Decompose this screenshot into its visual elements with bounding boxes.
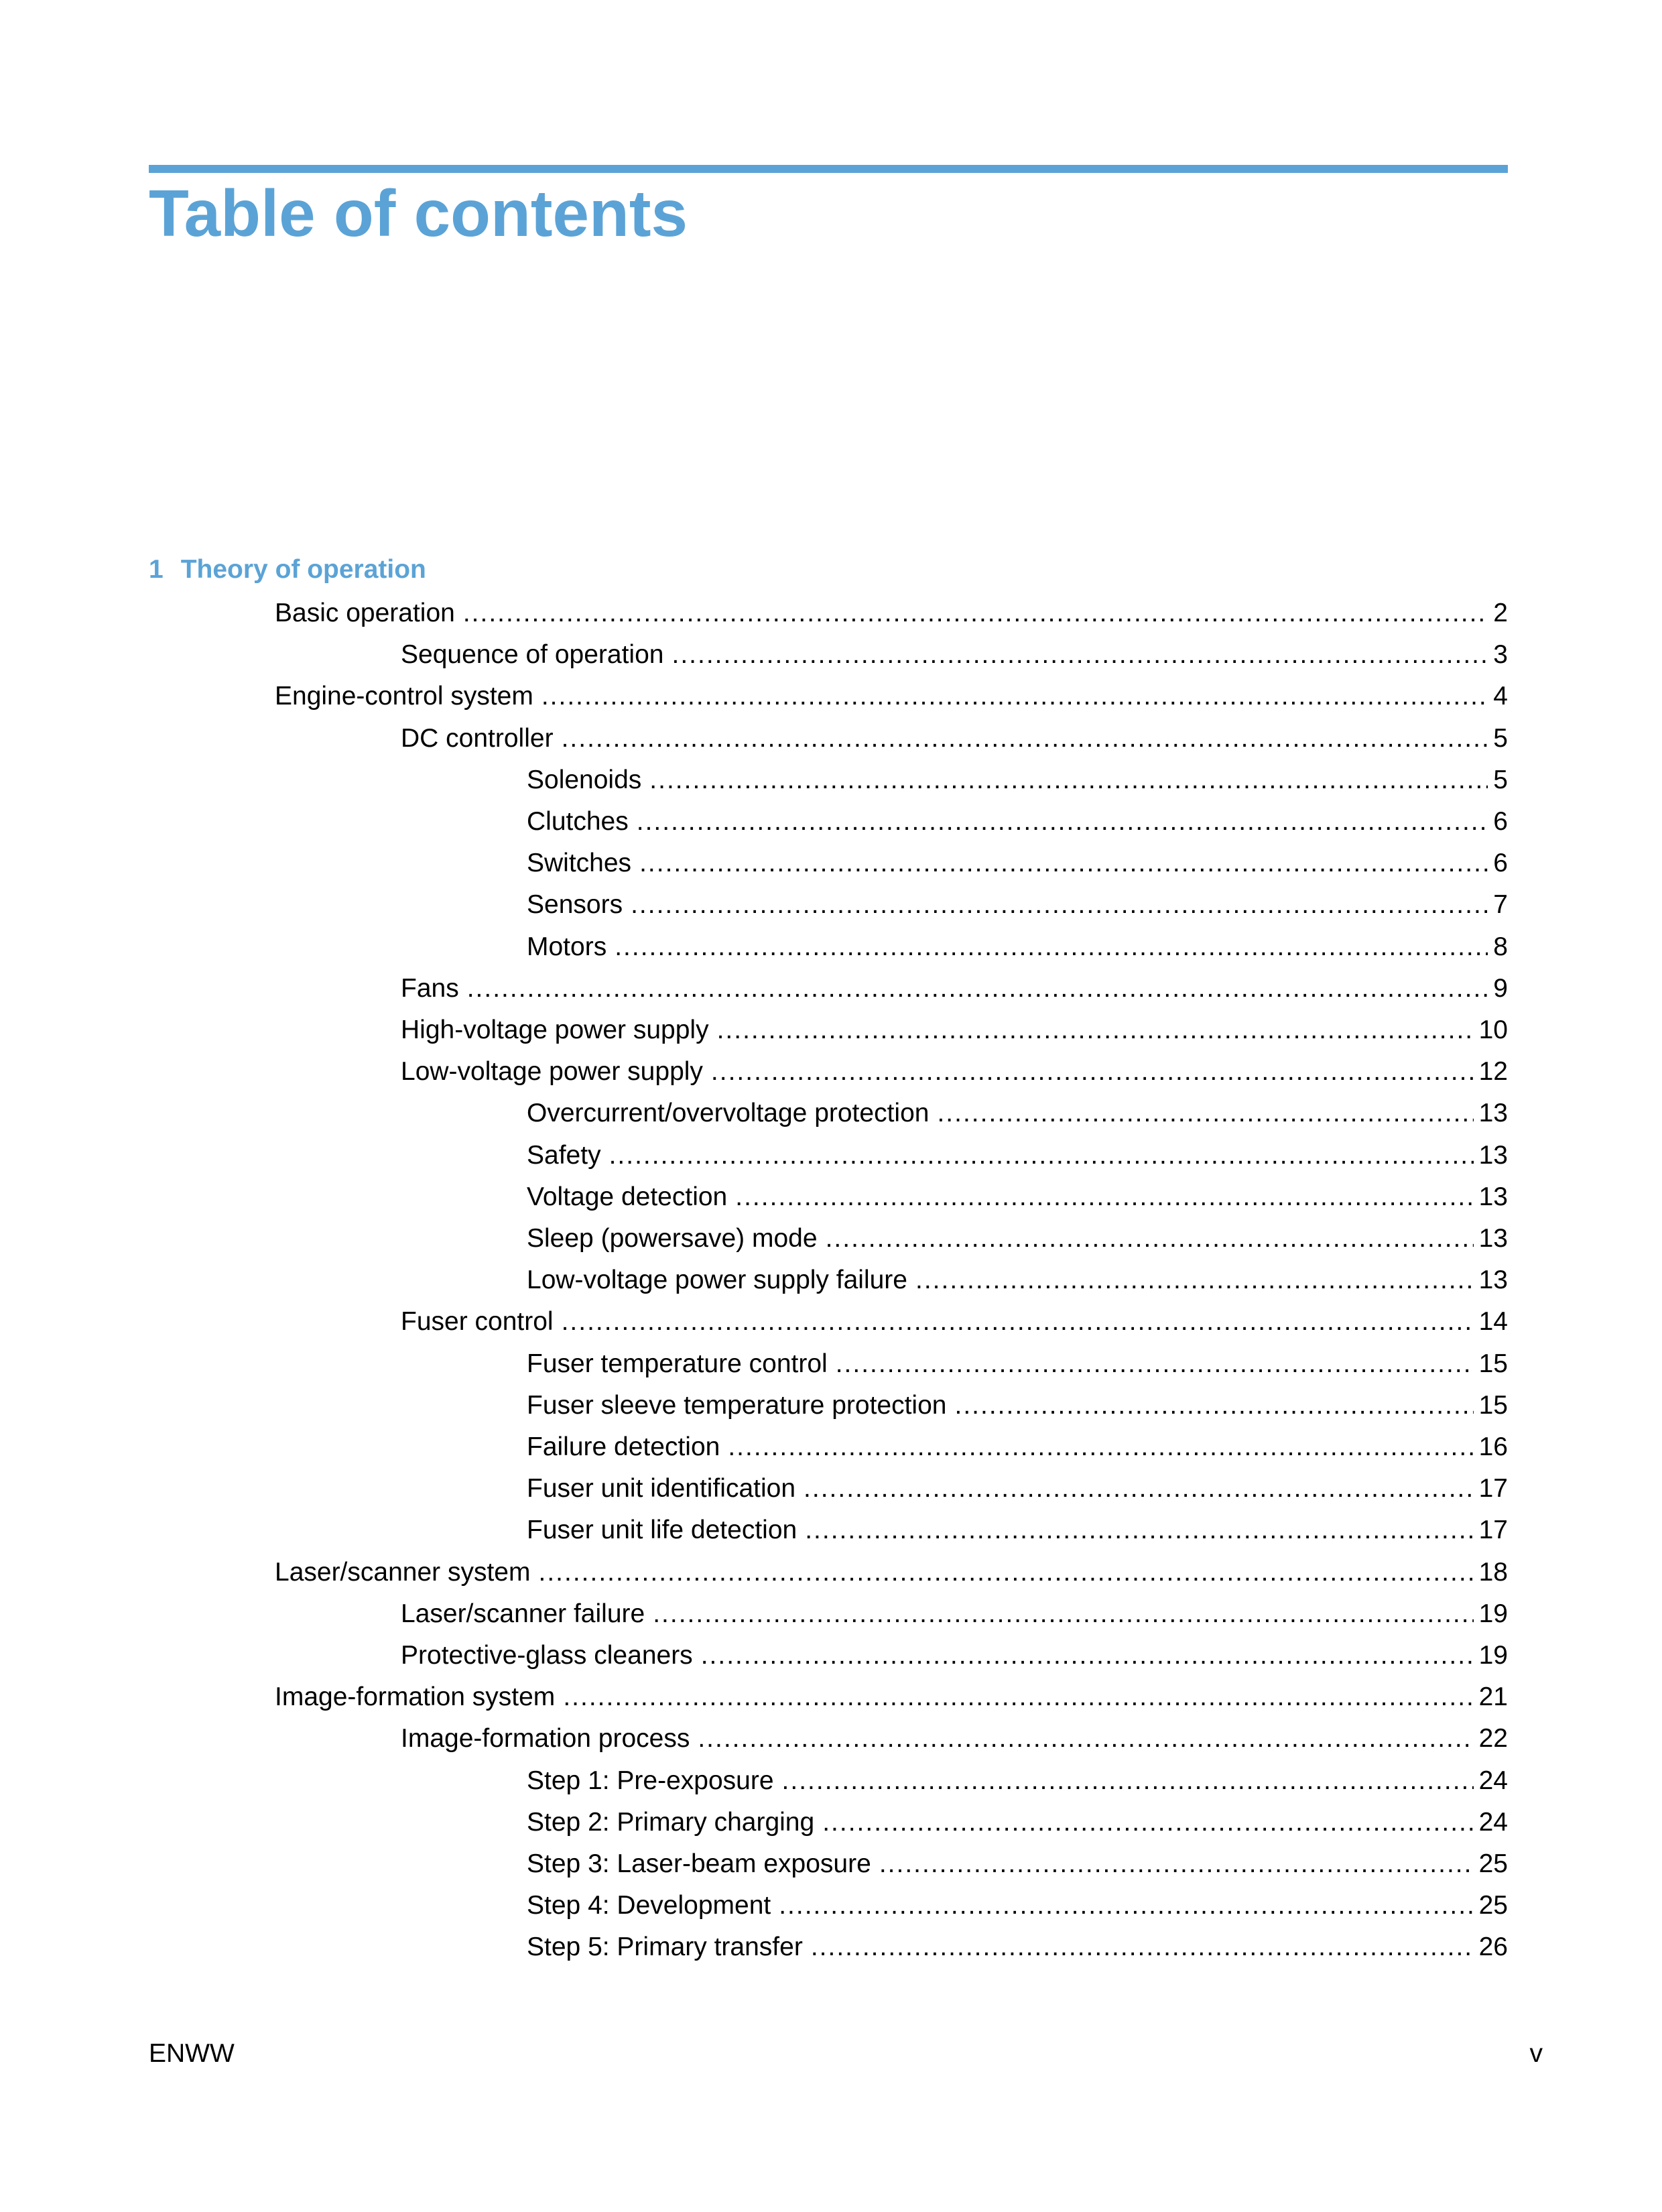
toc-entry[interactable] bbox=[527, 1468, 1508, 1510]
toc-entry-page: 15 bbox=[1478, 1391, 1508, 1420]
toc-entry-title: Fuser unit identification bbox=[527, 1474, 796, 1503]
toc-entry-title: Fuser unit life detection bbox=[527, 1516, 797, 1544]
toc-entry[interactable] bbox=[401, 1009, 1508, 1051]
dot-leader bbox=[637, 801, 1488, 843]
dot-leader bbox=[649, 759, 1488, 801]
dot-leader bbox=[563, 1676, 1473, 1718]
toc-entry-page: 3 bbox=[1493, 640, 1508, 669]
toc-entry-title: Laser/scanner failure bbox=[401, 1599, 645, 1628]
page-title: Table of contents bbox=[149, 176, 688, 250]
dot-leader bbox=[467, 968, 1488, 1009]
toc-entry-page: 16 bbox=[1478, 1432, 1508, 1461]
toc-entry-page: 12 bbox=[1478, 1057, 1508, 1086]
dot-leader bbox=[822, 1802, 1473, 1843]
toc-entry-page: 7 bbox=[1493, 890, 1508, 919]
toc-entry[interactable] bbox=[401, 1051, 1508, 1093]
toc-entry-title: Overcurrent/overvoltage protection bbox=[527, 1099, 930, 1127]
toc-entry-page: 10 bbox=[1478, 1016, 1508, 1044]
toc-entry[interactable] bbox=[527, 1802, 1508, 1843]
toc-entry[interactable] bbox=[401, 968, 1508, 1009]
toc-entry-title: Safety bbox=[527, 1141, 601, 1170]
toc-entry-page: 9 bbox=[1493, 974, 1508, 1003]
toc-entry-page: 25 bbox=[1478, 1891, 1508, 1920]
toc-entry-title: Laser/scanner system bbox=[275, 1558, 531, 1587]
toc-entry[interactable] bbox=[401, 718, 1508, 759]
dot-leader bbox=[804, 1468, 1474, 1510]
title-rule bbox=[149, 165, 1508, 173]
toc-entry-title: Clutches bbox=[527, 807, 629, 836]
toc-entry-page: 19 bbox=[1478, 1599, 1508, 1628]
chapter-title: Theory of operation bbox=[180, 555, 426, 584]
toc-entry[interactable] bbox=[401, 1718, 1508, 1760]
toc-entry-page: 13 bbox=[1478, 1099, 1508, 1127]
toc-entry[interactable] bbox=[527, 1343, 1508, 1385]
toc-entry-title: Engine-control system bbox=[275, 682, 533, 711]
toc-entry-title: Low-voltage power supply bbox=[401, 1057, 703, 1086]
toc-entry[interactable] bbox=[527, 1426, 1508, 1468]
dot-leader bbox=[836, 1343, 1474, 1385]
dot-leader bbox=[728, 1426, 1473, 1468]
toc-entry[interactable] bbox=[401, 634, 1508, 676]
toc-entry[interactable] bbox=[527, 759, 1508, 801]
toc-entry[interactable] bbox=[527, 843, 1508, 884]
toc-entry-title: Step 1: Pre-exposure bbox=[527, 1766, 774, 1795]
toc-entry-page: 2 bbox=[1493, 599, 1508, 627]
dot-leader bbox=[811, 1926, 1474, 1968]
toc-entry-title: Basic operation bbox=[275, 599, 455, 627]
toc-entry[interactable] bbox=[527, 1760, 1508, 1802]
dot-leader bbox=[805, 1510, 1473, 1551]
toc-entry-page: 5 bbox=[1493, 765, 1508, 794]
toc-entry[interactable] bbox=[401, 1635, 1508, 1676]
toc-entry-page: 25 bbox=[1478, 1849, 1508, 1878]
dot-leader bbox=[779, 1885, 1473, 1926]
toc-entry[interactable] bbox=[527, 884, 1508, 926]
toc-entry-title: Fans bbox=[401, 974, 459, 1003]
toc-entry[interactable] bbox=[275, 1676, 1508, 1718]
toc-entry-title: Sleep (powersave) mode bbox=[527, 1224, 818, 1253]
dot-leader bbox=[826, 1218, 1474, 1259]
toc-entry[interactable] bbox=[527, 1259, 1508, 1301]
dot-leader bbox=[879, 1843, 1474, 1885]
dot-leader bbox=[615, 926, 1488, 968]
dot-leader bbox=[698, 1718, 1473, 1760]
toc-entry[interactable] bbox=[527, 1093, 1508, 1134]
toc-entry[interactable] bbox=[527, 1510, 1508, 1551]
toc-entry[interactable] bbox=[275, 1552, 1508, 1593]
toc-entry-title: Image-formation system bbox=[275, 1682, 556, 1711]
dot-leader bbox=[672, 634, 1488, 676]
dot-leader bbox=[639, 843, 1488, 884]
toc-entry-title: Step 2: Primary charging bbox=[527, 1808, 815, 1837]
page-number: v bbox=[1529, 2039, 1543, 2068]
toc-entry-title: DC controller bbox=[401, 724, 554, 753]
toc-entry-title: Low-voltage power supply failure bbox=[527, 1266, 907, 1294]
dot-leader bbox=[782, 1760, 1474, 1802]
toc-entry-page: 14 bbox=[1478, 1307, 1508, 1336]
toc-entry[interactable] bbox=[527, 926, 1508, 968]
toc-entry-title: Voltage detection bbox=[527, 1182, 728, 1211]
toc-entry-title: High-voltage power supply bbox=[401, 1016, 709, 1044]
toc-entry-page: 13 bbox=[1478, 1224, 1508, 1253]
dot-leader bbox=[562, 718, 1488, 759]
dot-leader bbox=[717, 1009, 1474, 1051]
toc-entry-page: 26 bbox=[1478, 1932, 1508, 1961]
toc-entry-page: 19 bbox=[1478, 1641, 1508, 1670]
toc-entry-title: Sequence of operation bbox=[401, 640, 664, 669]
toc-entry-title: Fuser temperature control bbox=[527, 1349, 828, 1378]
toc-entry-title: Motors bbox=[527, 932, 607, 961]
dot-leader bbox=[631, 884, 1488, 926]
toc-entry-page: 24 bbox=[1478, 1808, 1508, 1837]
toc-entry[interactable] bbox=[527, 1176, 1508, 1218]
toc-entry-title: Step 4: Development bbox=[527, 1891, 771, 1920]
toc-entry-page: 4 bbox=[1493, 682, 1508, 711]
dot-leader bbox=[701, 1635, 1474, 1676]
toc-entry-page: 13 bbox=[1478, 1266, 1508, 1294]
toc-entry[interactable] bbox=[527, 1843, 1508, 1885]
dot-leader bbox=[653, 1593, 1473, 1635]
chapter-number: 1 bbox=[149, 555, 164, 584]
toc-entry-title: Step 5: Primary transfer bbox=[527, 1932, 803, 1961]
toc-entry-title: Step 3: Laser-beam exposure bbox=[527, 1849, 871, 1878]
toc-entry-page: 6 bbox=[1493, 807, 1508, 836]
dot-leader bbox=[954, 1385, 1473, 1426]
dot-leader bbox=[915, 1259, 1474, 1301]
toc-entry-title: Failure detection bbox=[527, 1432, 720, 1461]
toc-entry-page: 6 bbox=[1493, 849, 1508, 877]
toc-entry-page: 18 bbox=[1478, 1558, 1508, 1587]
toc-entry[interactable] bbox=[275, 676, 1508, 717]
toc-entry-page: 5 bbox=[1493, 724, 1508, 753]
footer-left: ENWW bbox=[149, 2039, 235, 2068]
dot-leader bbox=[463, 593, 1488, 634]
toc-entry[interactable] bbox=[401, 1301, 1508, 1343]
toc-entry-title: Fuser sleeve temperature protection bbox=[527, 1391, 947, 1420]
toc-entry-page: 21 bbox=[1478, 1682, 1508, 1711]
toc-entry-title: Protective-glass cleaners bbox=[401, 1641, 693, 1670]
toc-entry-page: 8 bbox=[1493, 932, 1508, 961]
toc-entry[interactable] bbox=[527, 1885, 1508, 1926]
toc-entry-page: 22 bbox=[1478, 1724, 1508, 1753]
toc-entry-page: 17 bbox=[1478, 1516, 1508, 1544]
toc-entry-page: 13 bbox=[1478, 1182, 1508, 1211]
toc-entry-page: 15 bbox=[1478, 1349, 1508, 1378]
chapter-heading[interactable] bbox=[149, 551, 426, 589]
toc-entry-title: Image-formation process bbox=[401, 1724, 690, 1753]
toc-entry[interactable] bbox=[527, 1926, 1508, 1968]
dot-leader bbox=[937, 1093, 1473, 1134]
dot-leader bbox=[539, 1552, 1474, 1593]
dot-leader bbox=[609, 1135, 1474, 1176]
toc-entry[interactable] bbox=[527, 801, 1508, 843]
toc-entry-page: 24 bbox=[1478, 1766, 1508, 1795]
toc-entry[interactable] bbox=[275, 593, 1508, 634]
toc-entry-title: Sensors bbox=[527, 890, 623, 919]
dot-leader bbox=[541, 676, 1488, 717]
toc-entry-page: 13 bbox=[1478, 1141, 1508, 1170]
toc-entry[interactable] bbox=[527, 1385, 1508, 1426]
toc-entry-page: 17 bbox=[1478, 1474, 1508, 1503]
dot-leader bbox=[735, 1176, 1473, 1218]
toc-entry[interactable] bbox=[527, 1135, 1508, 1176]
toc-entry[interactable] bbox=[527, 1218, 1508, 1259]
toc-entry-title: Solenoids bbox=[527, 765, 642, 794]
dot-leader bbox=[711, 1051, 1474, 1093]
toc-entry-title: Switches bbox=[527, 849, 632, 877]
dot-leader bbox=[562, 1301, 1474, 1343]
toc-entry[interactable] bbox=[401, 1593, 1508, 1635]
toc-entry-title: Fuser control bbox=[401, 1307, 554, 1336]
